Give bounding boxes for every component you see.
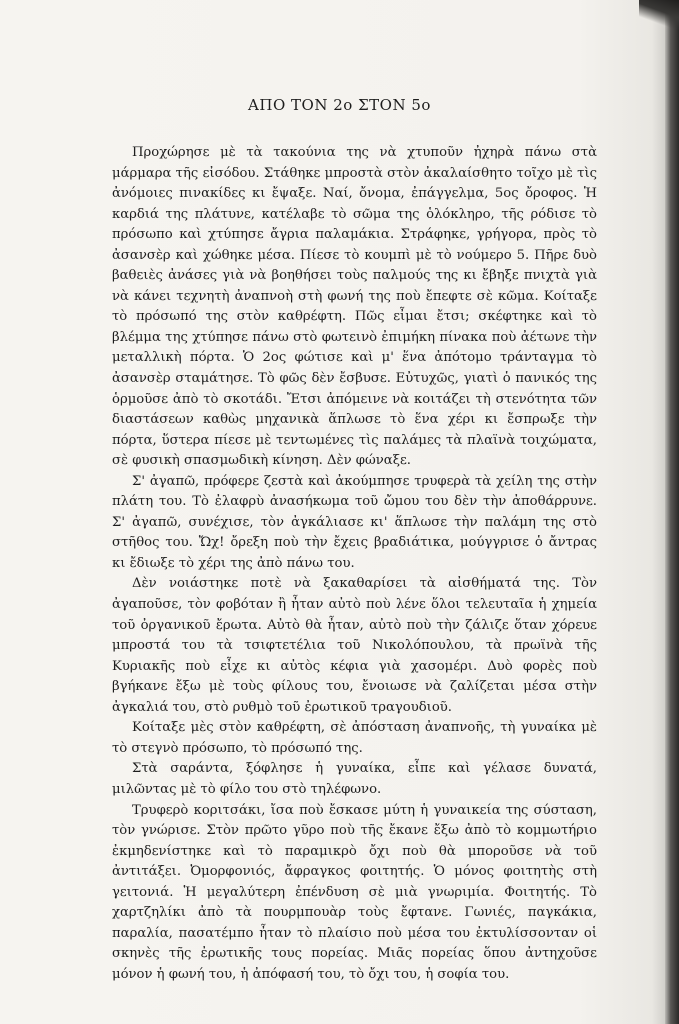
- paragraph: Τρυφερὸ κοριτσάκι, ἴσα ποὺ ἔσκασε μύτη ἡ γυναικεία της σύσταση, τὸν γνώρισε. Στὸν πρῶτο γῦρο ποὺ τῆς ἔκανε ἔξω ἀπὸ τὸ κομμωτήριο ἐκμηδενίστηκε καὶ τὸ παραμικρὸ ὄχι ποὺ θὰ μποροῦσε νὰ τοῦ ἀντιτάξει. Ὀμορφονιός, ἄφραγκος φοιτητής. Ὁ μόνος φοιτητὴς στὴ γειτονιά. Ἡ μεγαλύτερη ἐπένδυση σὲ μιὰ γνωριμία. Φοιτητής. Τὸ χαρτζηλίκι ἀπὸ τὰ πουρμπουὰρ τοὺς ἔφτανε. Γωνιές, παγκάκια, παραλία, πασατέμπο ἦταν τὸ πλαίσιο ποὺ μέσα του ἐκτυλίσσονταν οἱ σκηνὲς τῆς ἐρωτικῆς τους πορείας. Μιᾶς πορείας ὅπου ἀντηχοῦσε μόνον ἡ φωνή του, ἡ ἀπόφασή του, τὸ ὄχι του, ἡ σοφία του.: [112, 802, 597, 982]
- paragraph: Σ' ἀγαπῶ, πρόφερε ζεστὰ καὶ ἀκούμπησε τρυφερὰ τὰ χείλη της στὴν πλάτη του. Τὸ ἐλαφρὺ ἀνασήκωμα τοῦ ὤμου του δὲν τὴν ἀποθάρρυνε. Σ' ἀγαπῶ, συνέχισε, τὸν ἀγκάλιασε κι' ἅπλωσε τὴν παλάμη της στὸ στῆθος του. Ὤχ! ὄρεξη ποὺ τὴν ἔχεις βραδιάτικα, μούγγρισε ὁ ἄντρας κι ἔδιωξε τὸ χέρι της ἀπὸ πάνω του.: [112, 473, 597, 571]
- body-text: [112, 143, 597, 985]
- page-corner-shadow: [639, 0, 679, 30]
- paragraph: Προχώρησε μὲ τὰ τακούνια της νὰ χτυποῦν ἠχηρὰ πάνω στὰ μάρμαρα τῆς εἰσόδου. Στάθηκε μπροστὰ στὸν ἀκαλαίσθητο τοῖχο μὲ τὶς ἀνόμοιες πινακίδες κι ἔψαξε. Ναί, ὄνομα, ἐπάγγελμα, 5ος ὄροφος. Ἡ καρδιά της πλάτυνε, κατέλαβε τὸ σῶμα της ὁλόκληρο, τῆς ρόδισε τὸ πρόσωπο καὶ χτύπησε ἄγρια παλαμάκια. Στράφηκε, γρήγορα, πρὸς τὸ ἀσανσὲρ καὶ χώθηκε μέσα. Πίεσε τὸ κουμπὶ μὲ τὸ νούμερο 5. Πῆρε δυὸ βαθειὲς ἀνάσες γιὰ νὰ βοηθήσει τοὺς παλμούς της κι ἔβηξε πνιχτὰ γιὰ νὰ κάνει τεχνητὴ ἀναπνοὴ στὴ φωνή της ποὺ ἔπεφτε σὲ κῶμα. Κοίταξε τὸ πρόσωπό της στὸν καθρέφτη. Πῶς εἶμαι ἔτσι; σκέφτηκε καὶ τὸ βλέμμα της χτύπησε πάνω στὸ φωτεινὸ ἐπιμήκη πίνακα ποὺ ἀέτωνε τὴν μεταλλικὴ πόρτα. Ὁ 2ος φώτισε καὶ μ' ἕνα ἀπότομο τράνταγμα τὸ ἀσανσὲρ σταμάτησε. Τὸ φῶς δὲν ἔσβυσε. Εὐτυχῶς, γιατὶ ὁ πανικός της ὁρμοῦσε ἀπὸ τὸ σκοτάδι. Ἔτσι ἀπόμεινε νὰ κοιτάζει τὴ στενότητα τῶν διαστάσεων καθὼς μηχανικὰ ἅπλωσε τὸ ἕνα χέρι κι ἔσπρωξε τὴν πόρτα, ὕστερα πίεσε μὲ τεντωμένες τὶς παλάμες τὰ πλαϊνὰ τοιχώματα, σὲ φυσικὴ σπασμωδικὴ κίνηση. Δὲν φώναξε.: [112, 145, 597, 469]
- chapter-title: ΑΠΟ ΤΟΝ 2ο ΣΤΟΝ 5ο: [248, 96, 431, 114]
- paragraph: Στὰ σαράντα, ξόφλησε ἡ γυναίκα, εἶπε καὶ γέλασε δυνατά, μιλῶντας μὲ τὸ φίλο του στὸ τηλέφωνο.: [112, 761, 597, 797]
- paragraph: Δὲν νοιάστηκε ποτὲ νὰ ξακαθαρίσει τὰ αἰσθήματά της. Τὸν ἀγαποῦσε, τὸν φοβόταν ἢ ἦταν αὐτὸ ποὺ λένε ὅλοι τελευταῖα ἡ χημεία τοῦ ὀργανικοῦ ἔρωτα. Αὐτὸ θὰ ἦταν, αὐτὸ ποὺ τὴν ζάλιζε ὅταν χόρευε μπροστά του τὰ τσιφτετέλια τοῦ Νικολόπουλου, τὰ πρωϊνὰ τῆς Κυριακῆς ποὺ εἶχε κι αὐτὸς κέφια γιὰ χασομέρι. Δυὸ φορὲς ποὺ βγήκανε ἔξω μὲ τοὺς φίλους του, ἔνοιωσε νὰ ζαλίζεται μέσα στὴν ἀγκαλιά του, στὸ ρυθμὸ τοῦ ἐρωτικοῦ τραγουδιοῦ.: [112, 576, 597, 715]
- page-edge-shadow: [665, 0, 679, 1024]
- paragraph: Κοίταξε μὲς στὸν καθρέφτη, σὲ ἀπόσταση ἀναπνοῆς, τὴ γυναίκα μὲ τὸ στεγνὸ πρόσωπο, τὸ πρόσωπό της.: [112, 720, 597, 756]
